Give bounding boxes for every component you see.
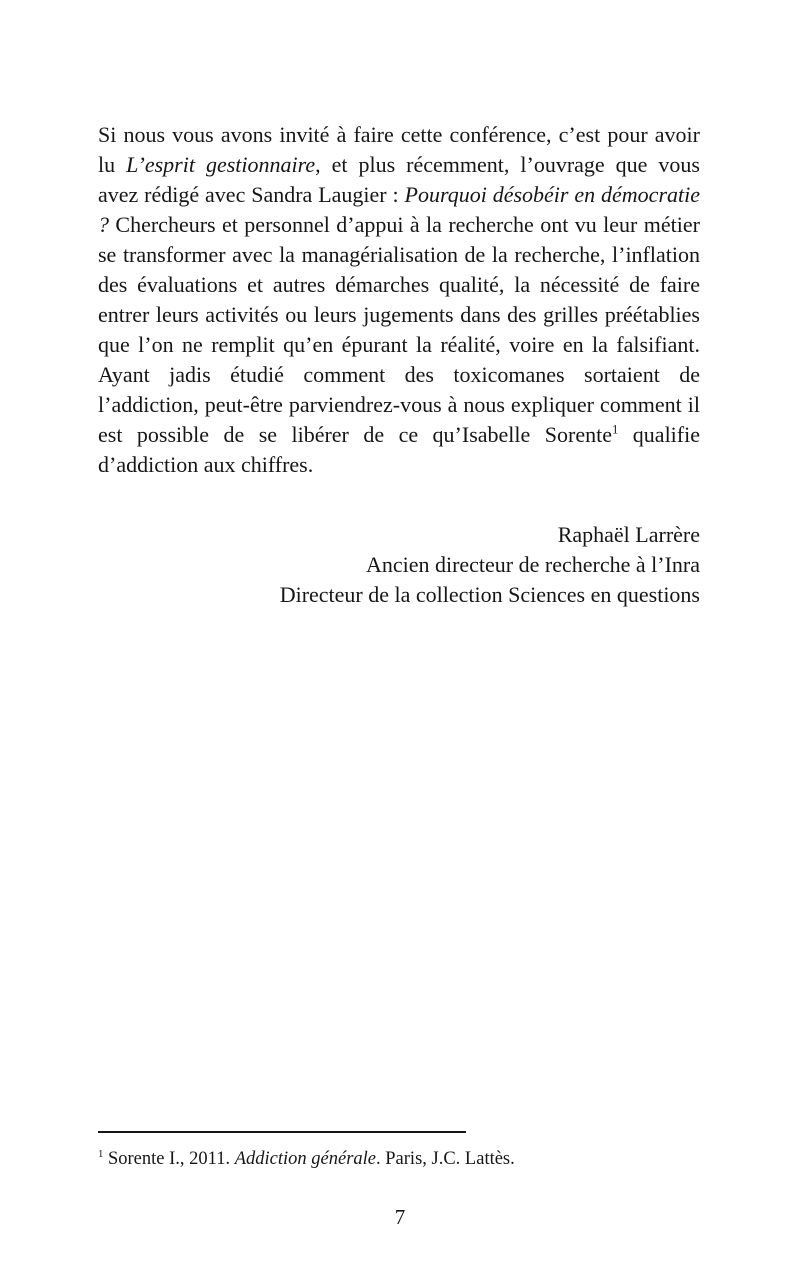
signature-author: Raphaël Larrère [557, 522, 700, 547]
signature-role-1: Ancien directeur de recherche à l’Inra [365, 552, 700, 577]
main-paragraph: Si nous vous avons invité à faire cette conférence, c’est pour avoir lu L’esprit gestionnaire, et plus récemment, l’ouvrage que vous avez rédigé avec Sandra Laugier : Pourquoi désobéir en démocratie ? Chercheurs et personnel d’appui à la recherche ont vu leur métier se transformer avec la managérialisation de la recherche, l’inflation des évaluations et autres démarches qualité, la nécessité de faire entrer leurs activités ou leurs jugements dans des grilles préétablies que l’on ne remplit qu’en épurant la réalité, voire en la falsifiant. Ayant jadis étudié comment des toxicomanes sortaient de l’addiction, peut-être parviendrez-vous à nous expliquer comment il est possible de se libérer de ce qu’Isabelle Sorente$^1$ qualifie d’addiction aux chiffres. [98, 122, 701, 477]
signature-block [98, 520, 700, 610]
footnote-text: $^1$ Sorente I., 2011. Addiction générale. Paris, J.C. Lattès. [98, 1147, 515, 1169]
signature-role-2: Directeur de la collection Sciences en questions [279, 582, 700, 607]
page-number: 7 [394, 1205, 406, 1229]
footnote-separator-rule [98, 1131, 466, 1133]
